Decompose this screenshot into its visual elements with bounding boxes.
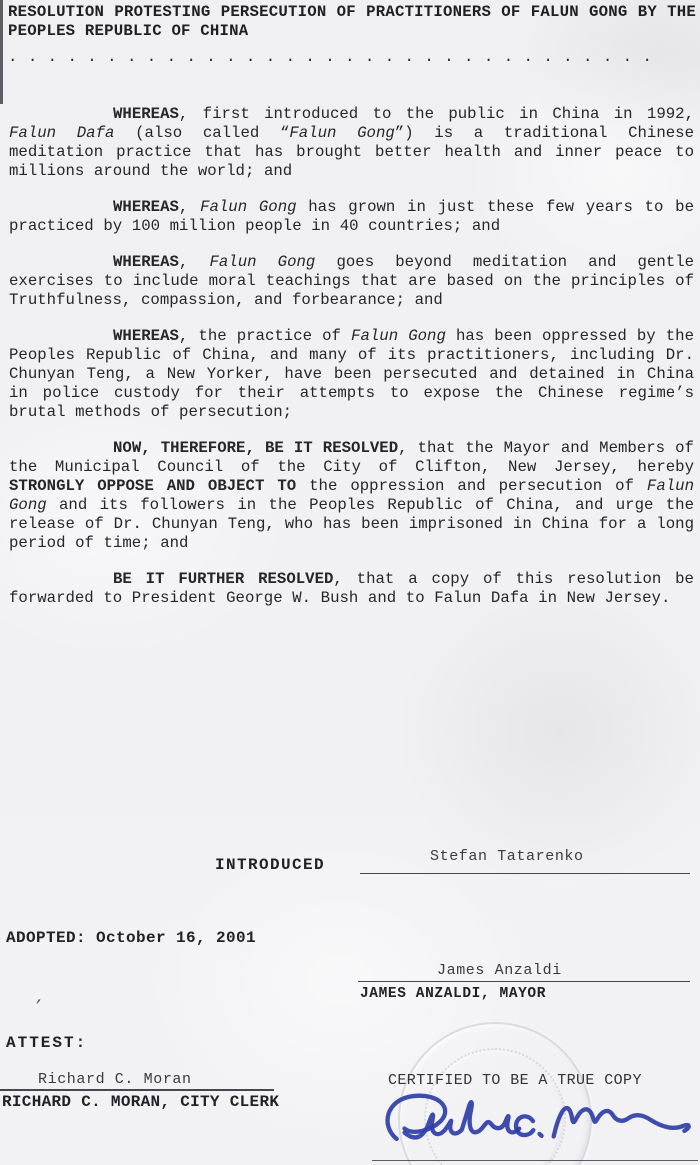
document-header [0, 3, 700, 64]
attest-label: ATTEST: [6, 1034, 88, 1052]
document-title-line2: PEOPLES REPUBLIC OF CHINA [8, 22, 249, 40]
mayor-signature-name: James Anzaldi [437, 962, 562, 979]
dotted-separator: . . . . . . . . . . . . . . . . . . . . . . . . . . . . . . . . . [8, 48, 653, 66]
paragraph: WHEREAS, Falun Gong goes beyond meditation and gentle exercises to include moral teachings that are based on the principles of Truthfulness, compassion, and forbearance; and [9, 253, 695, 309]
introduced-signature-name: Stefan Tatarenko [430, 848, 584, 865]
paragraph: NOW, THEREFORE, BE IT RESOLVED, that the Mayor and Members of the Municipal Council of the City of Clifton, New Jersey, hereby STRONGLY OPPOSE AND OBJECT TO the oppression and persecution of Falun Gong and its followers in the Peoples Republic of China, and urge the release of Dr. Chunyan Teng, who has been imprisoned in China for a long period of time; and [9, 439, 694, 552]
certified-signature-line [372, 1160, 698, 1161]
stray-ink-mark: ’ [31, 997, 44, 1016]
clerk-handwritten-signature [373, 1077, 697, 1162]
mayor-signature-line [358, 981, 690, 982]
paragraph: WHEREAS, first introduced to the public in China in 1992, Falun Dafa (also called “Falun Gong”) is a traditional Chinese meditation practice that has brought better health and inner peace to millions around the world; and [9, 105, 695, 180]
paragraph: WHEREAS, the practice of Falun Gong has been oppressed by the Peoples Republic of China, and many of its practitioners, including Dr. Chunyan Teng, a New Yorker, have been persecuted and detained in China in police custody for their attempts to expose the Chinese regime’s brutal methods of persecution; [9, 327, 694, 421]
adopted-date-line: ADOPTED: October 16, 2001 [6, 929, 257, 947]
clerk-name-title: RICHARD C. MORAN, CITY CLERK [2, 1093, 280, 1111]
paragraphs [0, 61, 700, 625]
paragraph: BE IT FURTHER RESOLVED, that a copy of this resolution be forwarded to President George W. Bush and to Falun Dafa in New Jersey. [9, 570, 694, 607]
certified-copy-label: CERTIFIED TO BE A TRUE COPY [388, 1072, 642, 1089]
introduced-signature-line [360, 873, 690, 874]
paragraph: WHEREAS, Falun Gong has grown in just these few years to be practiced by 100 million people in 40 countries; and [9, 198, 694, 235]
document-title-line1: RESOLUTION PROTESTING PERSECUTION OF PRACTITIONERS OF FALUN GONG BY THE [8, 3, 696, 21]
clerk-signature-line [0, 1089, 274, 1091]
introduced-label: INTRODUCED [215, 856, 326, 874]
clerk-signature-name: Richard C. Moran [38, 1071, 192, 1088]
mayor-name-title: JAMES ANZALDI, MAYOR [360, 986, 547, 1002]
